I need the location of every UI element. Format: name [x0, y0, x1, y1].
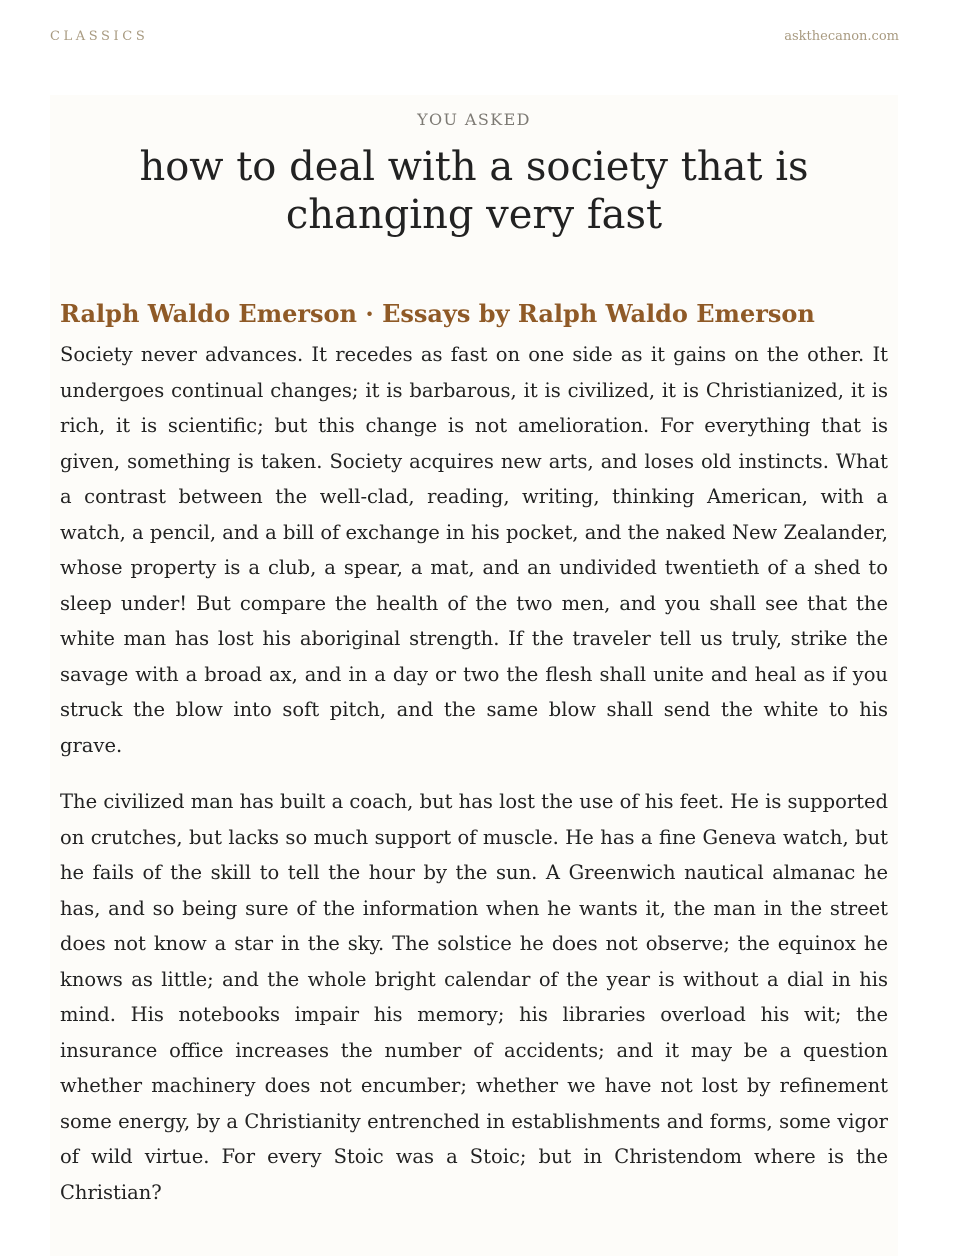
top-bar [50, 26, 899, 46]
passage-paragraph: The civilized man has built a coach, but has lost the use of his feet. He is supported on crutches, but lacks so much support of muscle. He has a fine Geneva watch, but he fails of the skill to tell the hour by the sun. A Greenwich nautical almanac he has, and so being sure of the information when he wants it, the man in the street does not know a star in the sky. The solstice he does not observe; the equinox he knows as little; and the whole bright calendar of the year is without a dial in his mind. His notebooks impair his memory; his libraries overload his wit; the insurance office increases the number of accidents; and it may be a question whether machinery does not encumber; whether we have not lost by refinement some energy, by a Christianity entrenched in establishments and forms, some vigor of wild virtue. For every Stoic was a Stoic; but in Christendom where is the Christian? [60, 790, 888, 1204]
answer-card [50, 95, 898, 1256]
site-link[interactable]: askthecanon.com [784, 28, 899, 44]
brand-label: CLASSICS [50, 28, 149, 44]
passage-paragraph: Society never advances. It recedes as fast on one side as it gains on the other. It undergoes continual changes; it is barbarous, it is civilized, it is Christianized, it is rich, it is scientific; but this change is not amelioration. For everything that is given, something is taken. Society acquires new arts, and loses old instincts. What a contrast between the well-clad, reading, writing, thinking American, with a watch, a pencil, and a bill of exchange in his pocket, and the naked New Zealander, whose property is a club, a spear, a mat, and an undivided twentieth of a shed to sleep under! But compare the health of the two men, and you shall see that the white man has lost his aboriginal strength. If the traveler tell us truly, strike the savage with a broad ax, and in a day or two the flesh shall unite and heal as if you struck the blow into soft pitch, and the same blow shall send the white to his grave. [60, 343, 888, 757]
source-attribution: Ralph Waldo Emerson · Essays by Ralph Waldo Emerson [60, 299, 815, 328]
you-asked-label: YOU ASKED [417, 110, 531, 129]
passage-text [60, 337, 888, 1210]
question-title: how to deal with a society that is changing very fast [139, 144, 809, 238]
